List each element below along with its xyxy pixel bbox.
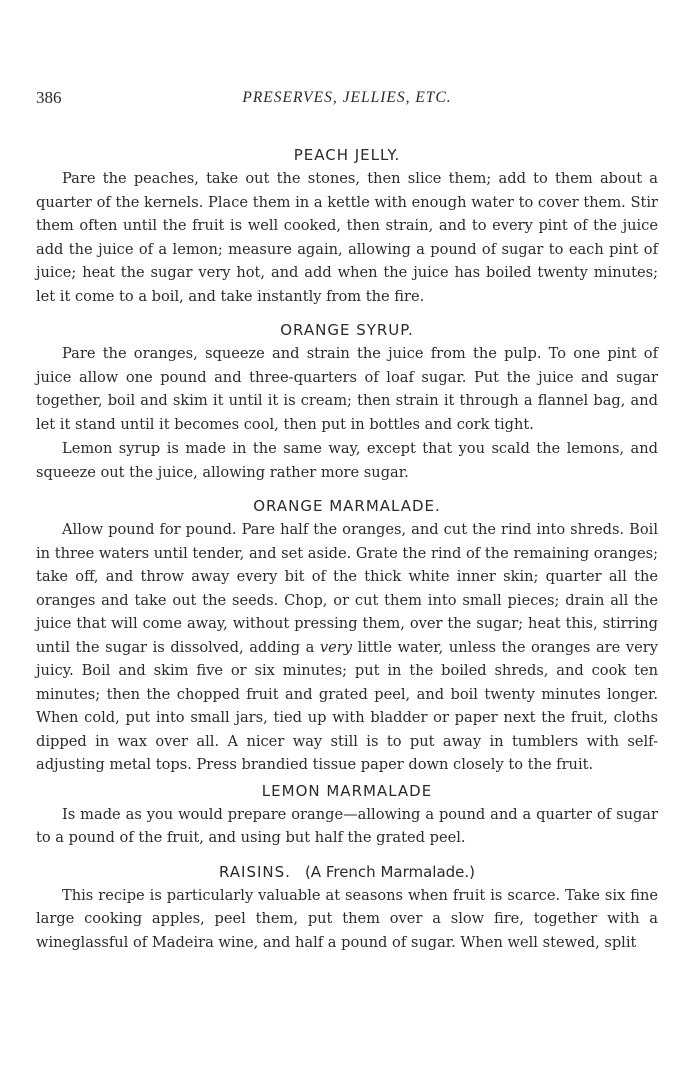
paragraph-text: Allow pound for pound. Pare half the oranges, and cut the rind into shreds. Boil in three waters until tender, and set aside. Grate the rind of the remaining oranges; take off, and throw away every bit of the thick white inner skin; quarter all the oranges and take out the seeds. Chop, or cut them into small pieces; drain all the juice that will come away, without pressing them, over the sugar; heat this, stirring until the sugar is dissolved, adding a — [36, 521, 658, 656]
running-head — [36, 88, 658, 114]
recipe-orange-syrup — [36, 318, 658, 484]
recipe-paragraph: Is made as you would prepare orange—allowing a pound and a quarter of sugar to a pound of the fruit, and using but half the grated peel. — [36, 805, 658, 846]
recipe-paragraph — [36, 518, 658, 777]
recipe-title: ORANGE MARMALADE. — [253, 497, 441, 515]
recipe-paragraph: Lemon syrup is made in the same way, except that you scald the lemons, and squeeze out the juice, allowing rather more sugar. — [36, 440, 658, 481]
recipe-title: ORANGE SYRUP. — [280, 321, 414, 339]
recipe-title: RAISINS. — [218, 862, 291, 881]
recipe-title: LEMON MARMALADE — [261, 781, 433, 800]
recipe-subtitle: (A French Marmalade.) — [304, 862, 476, 881]
recipe-heading — [36, 860, 658, 884]
recipe-paragraph: Pare the oranges, squeeze and strain the juice from the pulp. To one pint of juice allow one pound and three-quarters of loaf sugar. Put the juice and sugar together, boil and skim it until it is cream; then strain it through a flannel bag, and let it stand until it becomes cool, then put in bottles and cork tight. — [36, 345, 658, 433]
recipe-raisins — [36, 860, 658, 955]
recipe-paragraph: This recipe is particularly valuable at seasons when fruit is scarce. Take six fine large cooking apples, peel them, put them over a slow fire, together with a wineglassful of Madeira wine, and half a pound of sugar. When well stewed, split — [36, 886, 658, 951]
recipe-peach-jelly — [36, 143, 658, 308]
recipe-lemon-marmalade — [36, 779, 658, 850]
page-number: 386 — [36, 88, 62, 107]
book-page — [36, 88, 658, 954]
recipe-orange-marmalade — [36, 494, 658, 777]
recipe-title: PEACH JELLY. — [293, 146, 401, 164]
running-title: PRESERVES, JELLIES, ETC. — [242, 89, 452, 106]
recipe-paragraph: Pare the peaches, take out the stones, then slice them; add to them about a quarter of the kernels. Place them in a kettle with enough water to cover them. Stir them often until the fruit is well cooked, then strain, and to every pint of the juice add the juice of a lemon; measure again, allowing a pound of sugar to each pint of juice; heat the sugar very hot, and add when the juice has boiled twenty minutes; let it come to a boil, and take instantly from the fire. — [36, 170, 658, 305]
emphasized-word: very — [319, 638, 353, 656]
paragraph-text: little water, unless the oranges are very juicy. Boil and skim five or six minutes; put in the boiled shreds, and cook ten minutes; then the chopped fruit and grated peel, and boil twenty minutes longer. When cold, put into small jars, tied up with bladder or paper next the fruit, cloths dipped in wax over all. A nicer way still is to put away in tumblers with self-adjusting metal tops. Press brandied tissue paper down closely to the fruit. — [36, 638, 658, 773]
